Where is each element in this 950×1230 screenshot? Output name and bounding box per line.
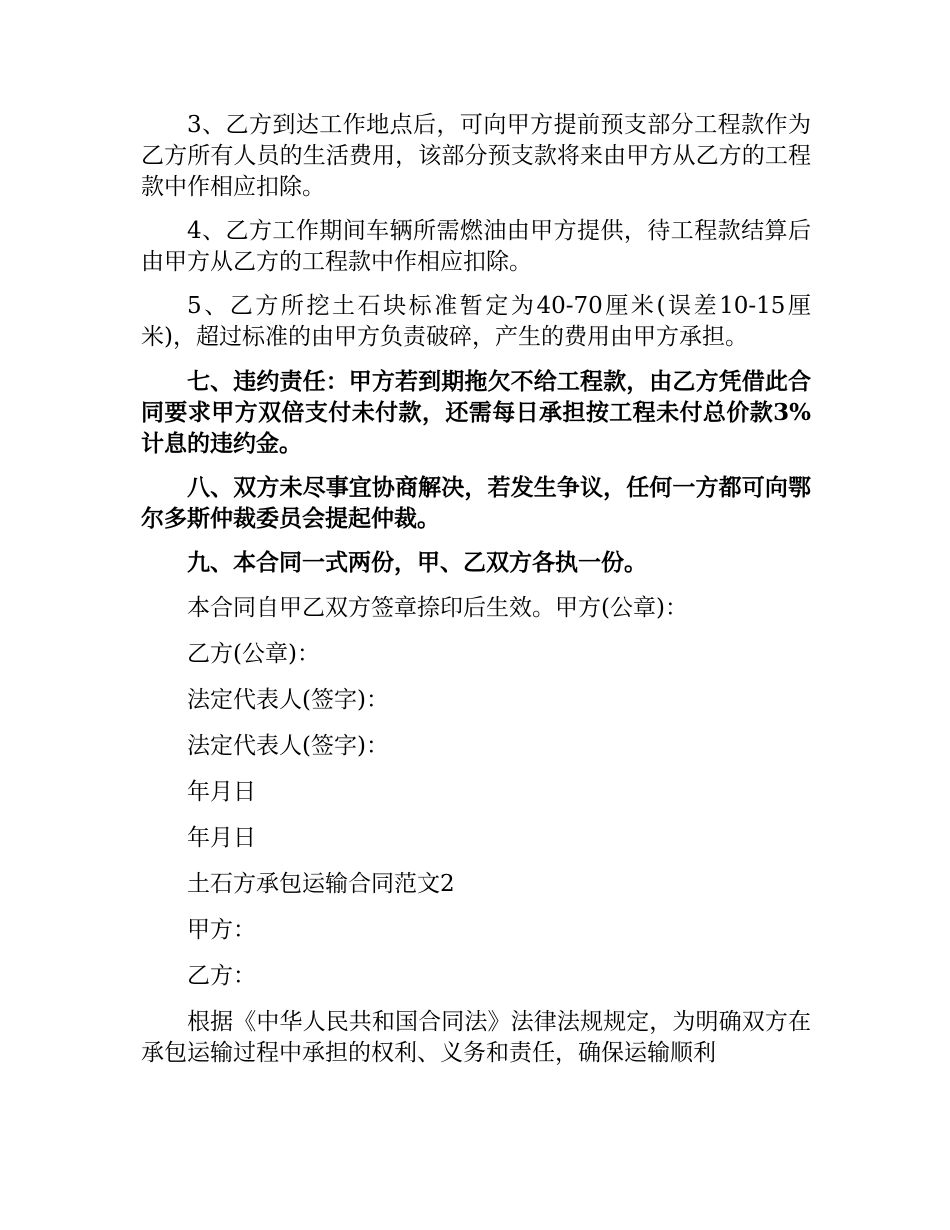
legal-rep-signature-line-1: 法定代表人(签字)：: [187, 687, 389, 713]
preamble-paragraph: 根据《中华人民共和国合同法》法律法规规定，为明确双方在承包运输过程中承担的权利、义务和责任，确保运输顺利: [141, 1009, 811, 1066]
clause-dispute-resolution: 八、双方未尽事宜协商解决，若发生争议，任何一方都可向鄂尔多斯仲裁委员会提起仲裁。: [141, 474, 811, 532]
clause-4: 4、乙方工作期间车辆所需燃油由甲方提供，待工程款结算后由甲方从乙方的工程款中作相应扣除。: [141, 218, 811, 275]
effective-line: 本合同自甲乙双方签章捺印后生效。甲方(公章)：: [187, 595, 688, 621]
date-line-1: 年月日: [187, 779, 256, 805]
legal-rep-signature-line-2: 法定代表人(签字)：: [187, 733, 389, 759]
clause-breach-liability: 七、违约责任：甲方若到期拖欠不给工程款，由乙方凭借此合同要求甲方双倍支付未付款，还需每日承担按工程未付总价款3%计息的违约金。: [141, 368, 811, 457]
party-b-line: 乙方：: [187, 963, 256, 989]
clause-copies: 九、本合同一式两份，甲、乙双方各执一份。: [187, 549, 647, 576]
party-b-seal-line: 乙方(公章)：: [187, 641, 320, 667]
clause-5: 5、乙方所挖土石块标准暂定为40-70厘米(误差10-15厘米)，超过标准的由甲方负责破碎，产生的费用由甲方承担。: [141, 293, 811, 350]
party-a-line: 甲方：: [187, 917, 256, 943]
document-page: [141, 110, 811, 1069]
date-line-2: 年月日: [187, 825, 256, 851]
clause-3: 3、乙方到达工作地点后，可向甲方提前预支部分工程款作为乙方所有人员的生活费用，该部分预支款将来由甲方从乙方的工程款中作相应扣除。: [141, 112, 811, 200]
contract-template-2-title: 土石方承包运输合同范文2: [187, 871, 455, 897]
